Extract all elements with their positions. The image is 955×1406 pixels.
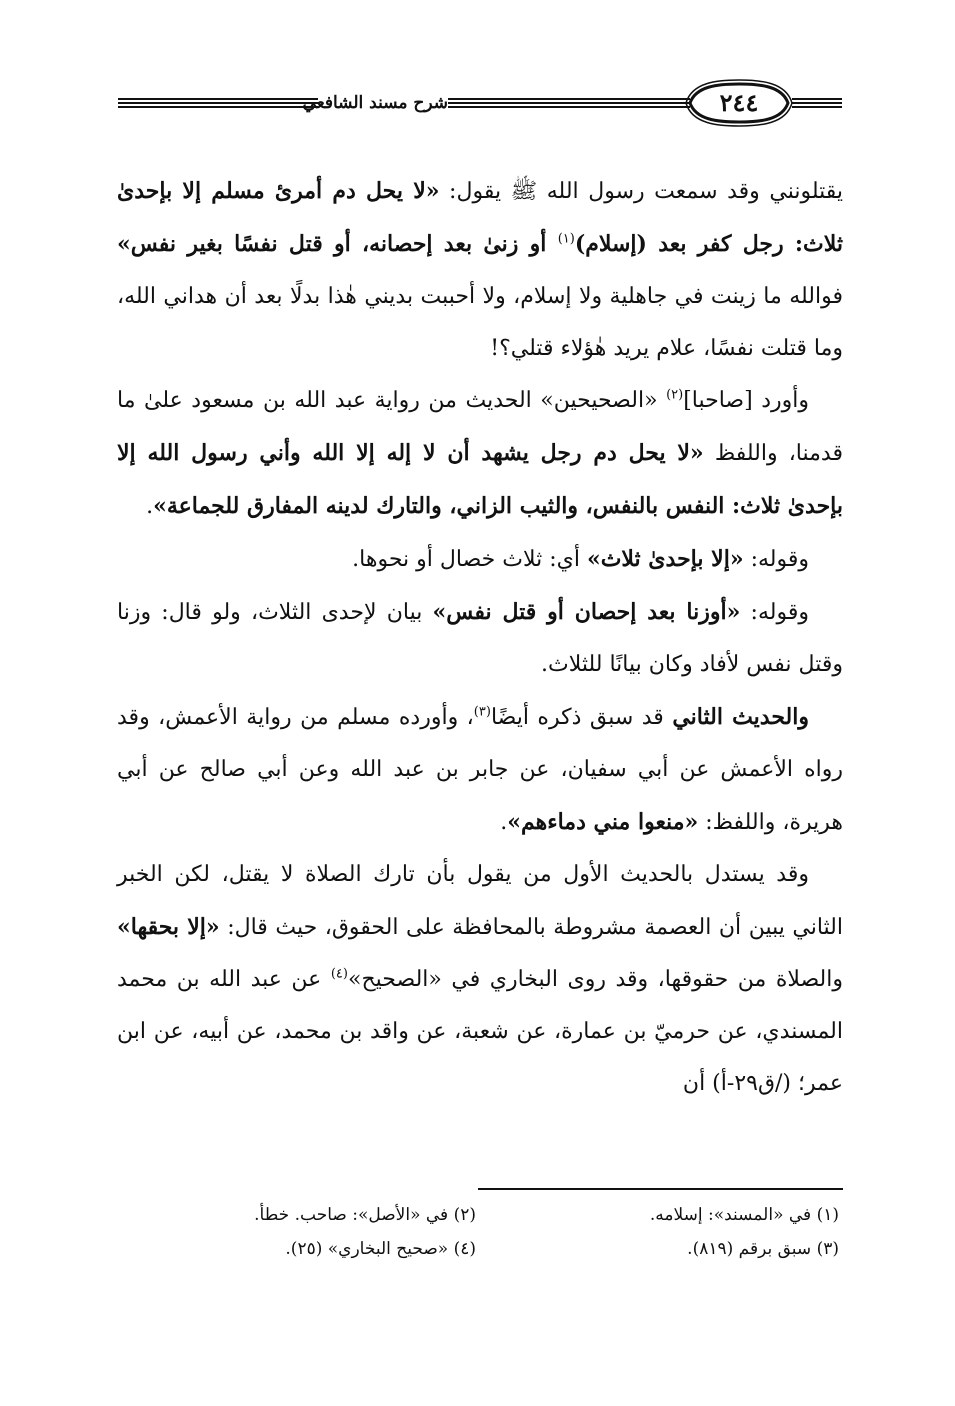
footnote-ref: (٣) xyxy=(473,704,491,720)
page-number: ٢٤٤ xyxy=(719,88,759,117)
hadith-quote: «لا يحل دم رجل يشهد أن لا إله إلا الله وأني رسول الله إلا بإحدىٰ ثلاث: النفس بالنفس، والثيب الزاني، والتارك لدينه المفارق للجماعة» xyxy=(117,440,843,519)
footnotes xyxy=(117,1198,843,1266)
section-lead: والحديث الثاني xyxy=(672,704,809,730)
hadith-quote: «لا يحل دم أمرئ مسلم إلا بإحدىٰ ثلاث: رجل كفر بعد (إسلام) xyxy=(117,178,843,257)
text-run: أي: ثلاث خصال أو نحوها. xyxy=(352,547,587,572)
text-run: يقتلونني وقد سمعت رسول الله ﷺ يقول: xyxy=(439,179,843,204)
paragraph-2 xyxy=(117,375,843,533)
footnote-ref: (١) xyxy=(557,231,575,247)
footnote-1: (١) في «المسند»: إسلامه. xyxy=(649,1205,839,1225)
footnote-2: (٢) في «الأصل»: صاحب. خطأ. xyxy=(254,1205,476,1225)
quoted-phrase: «أوزنا بعد إحصان أو قتل نفس» xyxy=(432,599,741,625)
text-run: . xyxy=(500,810,508,835)
text-run: ، وأورده مسلم من رواية الأعمش، وقد رواه الأعمش عن أبي سفيان، عن جابر بن عبد الله وعن أبي صالح عن أبي هريرة، واللفظ: xyxy=(117,705,843,835)
text-run: وأورد [صاحبا] xyxy=(683,388,809,413)
footnote-separator xyxy=(478,1188,843,1190)
text-run: بيان لإحدى الثلاث، ولو قال: وزنا وقتل نفس لأفاد وكان بيانًا للثلاث. xyxy=(117,600,843,677)
paragraph-5 xyxy=(117,691,843,849)
hadith-quote: أو زنىٰ بعد إحصانه، أو قتل نفسًا بغير نفس» xyxy=(117,231,558,257)
text-run: «الصحيحين» الحديث من رواية عبد الله بن مسعود علىٰ ما قدمنا، واللفظ xyxy=(117,388,843,466)
footnote-row xyxy=(117,1232,843,1266)
paragraph-3 xyxy=(117,533,843,586)
footnote-row xyxy=(117,1198,843,1232)
text-run: عن عبد الله بن محمد المسندي، عن حرميّ بن عمارة، عن شعبة، عن واقد بن محمد، عن أبيه، عن ابن عمر؛ (/ق٢٩-أ) أن xyxy=(117,967,843,1096)
text-run: . xyxy=(146,494,154,519)
paragraph-1 xyxy=(117,165,843,375)
text-run: وقوله: xyxy=(743,547,809,572)
main-text xyxy=(117,165,843,1110)
quoted-phrase: «إلا بإحدىٰ ثلاث» xyxy=(586,546,744,572)
page-header xyxy=(118,78,842,128)
footnote-3: (٣) سبق برقم (٨١٩). xyxy=(687,1239,839,1259)
footnote-4: (٤) «صحيح البخاري» (٢٥). xyxy=(285,1239,476,1259)
footnote-ref: (٢) xyxy=(666,387,684,403)
text-run: وقوله: xyxy=(740,600,809,625)
hadith-quote: «منعوا مني دماءهم» xyxy=(507,809,699,835)
paragraph-6 xyxy=(117,849,843,1110)
running-title: شرح مسند الشافعي xyxy=(302,93,448,113)
text-run: فوالله ما زينت في جاهلية ولا إسلام، ولا أحببت بديني هٰذا بدلًا بعد أن هداني الله، وما قتلت نفسًا، علام يريد هٰؤلاء قتلي؟! xyxy=(117,284,844,361)
footnote-ref: (٤) xyxy=(330,966,348,982)
text-run: والصلاة من حقوقها، وقد روى البخاري في «الصحيح» xyxy=(347,967,843,992)
text-run: وقد يستدل بالحديث الأول من يقول بأن تارك الصلاة لا يقتل، لكن الخبر الثاني يبين أن العصمة مشروطة بالمحافظة على الحقوق، حيث قال: xyxy=(117,862,843,940)
text-run: قد سبق ذكره أيضًا xyxy=(490,705,673,730)
quoted-phrase: «إلا بحقها» xyxy=(117,914,220,940)
paragraph-4 xyxy=(117,586,843,691)
